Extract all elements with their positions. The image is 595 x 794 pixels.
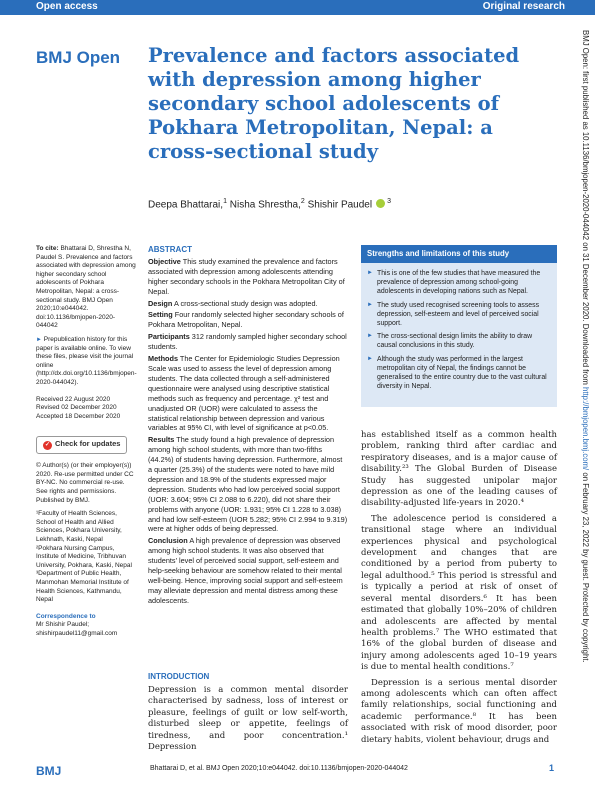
citation-block [36,245,136,331]
section-label: Results [148,435,175,445]
orcid-icon[interactable] [376,199,385,208]
update-badge-icon: ✓ [44,442,51,449]
correspondence-label: Correspondence to [36,612,96,620]
strengths-list [361,269,557,391]
affiliation-1: ¹Faculty of Health Sciences, School of Health and Allied Sciences, Pokhara University, Lekhnath, Kaski, Nepal [36,510,122,544]
section-label: Participants [148,332,190,342]
section-text: A cross-sectional study design was adopted. [172,298,318,308]
page-number: 1 [549,763,555,773]
copyright-text: © Author(s) (or their employer(s)) 2020. Re-use permitted under CC BY-NC. No commercial re-use. See rights and permissions. Published by BMJ. [36,462,134,504]
correspondence-block [36,613,136,639]
body-paragraph: Depression is a serious mental disorder among adolescents which can often affect family relationships, social functioning and academic performance.⁸ It has been associated with risk of mood disorder, poor dietary habits, violent behaviour, drugs and [361,677,557,745]
list-item [367,301,551,329]
list-item [367,355,551,392]
open-access-label: Open access [36,1,98,12]
vertical-download-notice [578,30,590,760]
list-item-text: The cross-sectional design limits the ability to draw causal conclusions in this study. [377,333,533,350]
list-item-text: Although the study was performed in the largest metropolitan city of Nepal, the findings cannot be generalised to the entire country due to the vast cultural diversity in Nepal. [377,355,547,391]
cite-text: Bhattarai D, Shrestha N, Paudel S. Prevalence and factors associated with depression among higher secondary school adolescents of Pokhara Metropolitan, Nepal: a cross-sectional study. BMJ Open 2020;10:e044042. doi:10.1136/bmjopen-2020-044042 [36,245,136,330]
section-label: Conclusion [148,536,188,546]
top-banner [0,0,595,15]
abstract-heading: ABSTRACT [148,245,192,254]
section-text: The Center for Epidemiologic Studies Depression Scale was used to assess the level of depression among students. The data collected through a self-administered questionnaire were analysed using descriptive statistical methods such as frequency and percentage. χ² test and unadjusted OR (UOR) were calculated to assess the statistical relationship between depression and various variables at 95% CI, with level of significance at p<0.05. [148,354,340,433]
section-label: Objective [148,256,181,266]
triangle-bullet-icon: ► [367,270,373,276]
triangle-bullet-icon: ► [36,336,42,343]
strengths-limitations-box [361,245,557,407]
article-title: Prevalence and factors associated with depression among higher secondary school adolescents of Pokhara Metropolitan, Nepal: a cross-sectional study [148,44,520,163]
revised-date: Revised 02 December 2020 [36,404,117,412]
check-for-updates-button[interactable] [36,436,127,454]
abstract-section [148,435,348,534]
journal-logo[interactable]: BMJ Open [36,48,121,67]
list-item-text: This is one of the few studies that have measured the prevalence of depression among school-going adolescents in developing nations such as Nepal. [377,270,541,296]
author-affiliation-mark: 2 [300,198,305,205]
left-sidebar [36,245,136,644]
received-date: Received 22 August 2020 [36,395,111,403]
abstract-section [148,310,348,330]
body-paragraph: The adolescence period is considered a transitional stage where an individual experiences physical and psychological development and changes that are conditioned by a period from puberty to legal adulthood.⁵ This period is stressful and is typically a period at risk of onset of several mental disorders.⁶ It has been estimated that globally 10%–20% of children and adolescents are affected by mental health problems.⁷ The WHO estimated that 16% of the global burden of disease and injury among adolescents aged 10–19 years is due to mental health conditions.⁷ [361,513,557,673]
section-label: Design [148,298,173,308]
triangle-bullet-icon: ► [367,355,373,362]
article-type-label: Original research [482,1,565,12]
introduction-text: Depression is a common mental disorder characterised by sadness, loss of interest or pleasure, feelings of guilt or low self-worth, disturbed sleep or appetite, feelings of tiredness, and poor concentration.¹ Depression [148,685,348,753]
list-item [367,332,551,350]
section-label: Setting [148,310,173,320]
author-list [148,198,391,210]
dates-block [36,396,136,422]
list-item [367,269,551,297]
footer-citation: Bhattarai D, et al. BMJ Open 2020;10:e044042. doi:10.1136/bmjopen-2020-044042 [150,765,408,772]
abstract-section [148,332,348,352]
author-name[interactable]: Nisha Shrestha, [229,199,301,211]
section-text: This study examined the prevalence and factors associated with depression among adolescents attending higher secondary schools in the Pokhara Metropolitan City of Nepal. [148,256,345,296]
section-label: Methods [148,354,178,364]
section-text: The study found a high prevalence of depression among high school students, with more than two-fifths (44.2%) of students having depression. Furthermore, almost a quarter (25.3%) of the students were noted to have mild depression and 18.9% of the students expressed major depression. Students who had low perceived social support (UOR: 3.604; 95% CI 2.088 to 6.220), did not share their problems with anyone (UOR: 1.931; 95% CI 1.228 to 3.038) and had low self-esteem (UOR 5.282; 95% CI 2.994 to 9.319) were at higher odds of being depressed. [148,435,348,534]
notice-link[interactable]: http://bmjopen.bmj.com/ [581,387,590,471]
section-text: Four randomly selected higher secondary schools of Pokhara Metropolitan, Nepal. [148,310,344,330]
section-text: A high prevalence of depression was observed among high school students. It was also observed that students' level of perceived social support, self-esteem and help-seeking behaviour are somehow related to their mental well-being. Hence, improving social support and self-esteem may alleviate depression and mental distress among these adolescents. [148,536,343,605]
body-paragraph: has established itself as a common health problem, ranking third after cardiac and respiratory diseases, and is a major cause of disability.²³ The Global Burden of Disease Study has suggested unipolar major depression as one of the leading causes of disability-adjusted life-years in 2020.⁴ [361,430,557,509]
affiliation-3: ³Department of Public Health, Manmohan Memorial Institute of Health Sciences, Kathmandu, Nepal [36,570,129,604]
author-affiliation-mark: 1 [223,198,227,205]
notice-text-end: on February 23, 2022 by guest. Protected by copyright. [581,470,590,663]
triangle-bullet-icon: ► [367,333,373,340]
author-affiliation-mark: 3 [387,198,391,205]
affiliation-2: ²Pokhara Nursing Campus, Institute of Medicine, Tribhuvan University, Pokhara, Kaski, Nepal [36,544,132,569]
strengths-box-heading: Strengths and limitations of this study [361,245,557,263]
check-updates-label: Check for updates [55,439,121,449]
abstract-section [148,299,348,309]
right-column-body [361,430,557,750]
triangle-bullet-icon: ► [367,301,373,308]
abstract-section [148,536,348,605]
section-text: 312 randomly sampled higher secondary school students. [148,332,347,352]
abstract [148,245,348,608]
introduction-heading: INTRODUCTION [148,672,210,681]
author-name[interactable]: Shishir Paudel [307,199,373,211]
footer-bmj-logo: BMJ [36,764,62,778]
accepted-date: Accepted 18 December 2020 [36,412,121,420]
correspondence-text[interactable]: Mr Shishir Paudel; shishirpaudel11@gmail.com [36,621,118,637]
abstract-section [148,354,348,433]
prepub-text[interactable]: Prepublication history for this paper is available online. To view these files, please visit the journal online (http://dx.doi.org/10.1136/bmjopen-2020-044042). [36,335,137,386]
notice-text: BMJ Open: first published as 10.1136/bmjopen-2020-044042 on 31 December 2020. Downloaded from [581,30,590,388]
abstract-section [148,257,348,297]
prepub-note [36,336,136,388]
cite-label: To cite: [36,245,59,252]
list-item-text: The study used recognised screening tools to assess depression, self-esteem and level of perceived social support. [377,301,540,328]
author-name[interactable]: Deepa Bhattarai, [148,199,224,211]
